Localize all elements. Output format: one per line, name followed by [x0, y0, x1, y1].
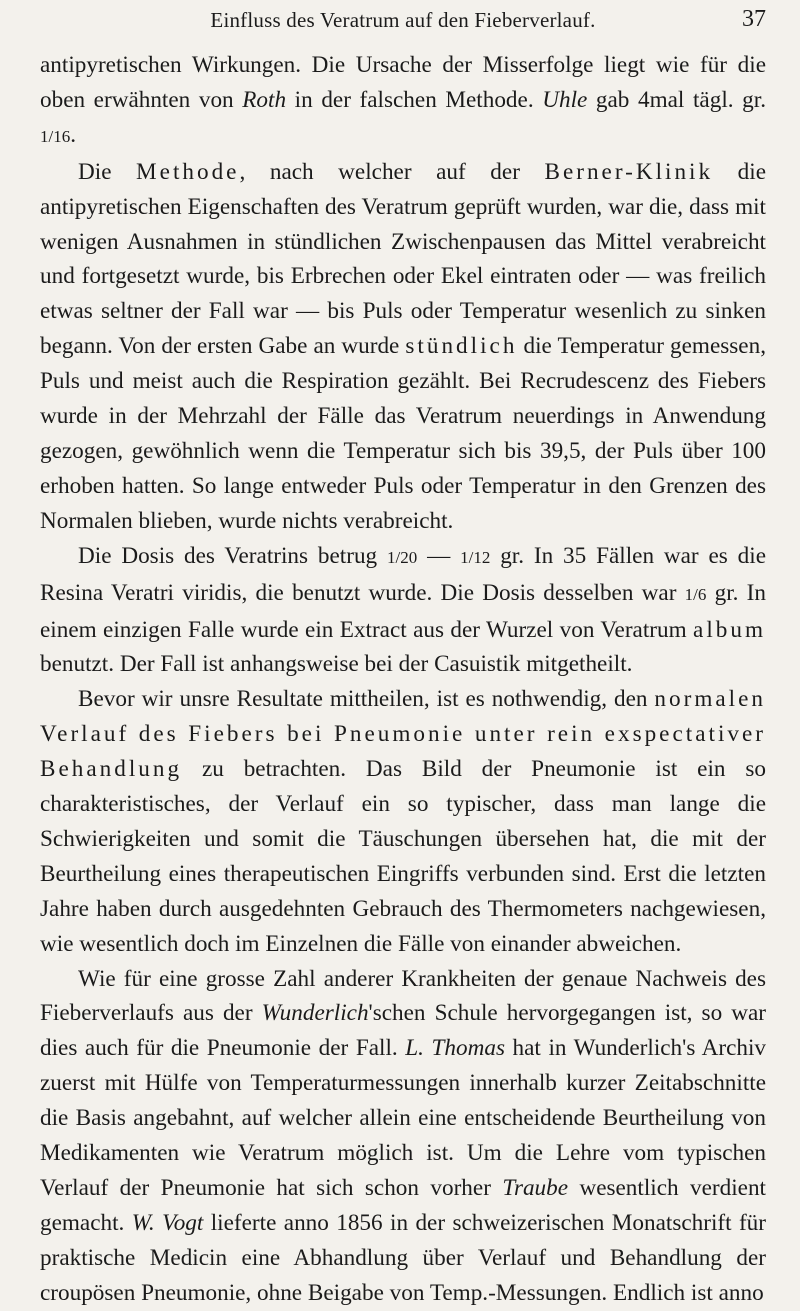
text-run: — [417, 542, 461, 569]
body-text [40, 48, 766, 1311]
running-title: Einfluss des Veratrum auf den Fieberverlauf. [210, 8, 596, 32]
paragraph [40, 682, 766, 961]
paragraph [40, 962, 766, 1311]
italic-name: Wunderlich [261, 1000, 369, 1027]
italic-name: W. Vogt [131, 1209, 204, 1236]
fraction: 1/12 [460, 547, 491, 567]
fraction: 1/16 [40, 126, 71, 146]
italic-name: Traube [502, 1175, 569, 1201]
text-run: antipyretischen Wirkungen. Die Ursache der Misserfolge liegt wie für die oben erwähnten von [40, 52, 766, 113]
text-run: lieferte anno 1856 in der schweizerischen Monatschrift für praktische Medicin eine Abhandlung über Verlauf und Behandlung der croupösen Pneumonie, ohne Beigabe von Temp.-Messungen. Endlich ist anno [40, 1209, 766, 1306]
spaced-emphasis: album [693, 616, 766, 643]
text-run: die Temperatur gemessen, Puls und meist auch die Respiration gezählt. Bei Recrudescenz des Fiebers wurde in der Mehrzahl der Fälle das Veratrum neuerdings in Anwendung gezogen, gewöhnlich wenn die Temperatur sich bis 39,5, der Puls über 100 erhoben hatten. So lange entweder Puls oder Temperatur in den Grenzen des Normalen blieben, wurde nichts verabreicht. [40, 333, 766, 534]
text-run: in der falschen Methode. [286, 86, 543, 113]
spaced-emphasis: Methode [136, 158, 240, 185]
text-run: Die [78, 158, 137, 185]
text-run: Die Dosis des Veratrins betrug [78, 542, 387, 569]
text-run: hat in Wunderlich's Archiv zuerst mit Hülfe von Temperaturmessungen innerhalb kurzer Zeitabschnitte die Basis angebahnt, auf welcher allein eine entscheidende Beurtheilung von Medikamenten wie Veratrum möglich ist. Um die Lehre vom typischen Verlauf der Pneumonie hat sich schon vorher [40, 1035, 767, 1201]
italic-name: L. Thomas [405, 1035, 505, 1062]
text-run: Wie für eine grosse Zahl anderer Krankheiten der genaue Nachweis des Fieberverlaufs aus der [40, 965, 766, 1027]
text-run: , nach welcher auf der [239, 158, 545, 185]
spaced-emphasis: normalen Verlauf des Fiebers bei Pneumonie unter rein exspectativer Behandlung [40, 686, 766, 783]
text-run: benutzt. Der Fall ist anhangsweise bei der Casuistik mitgetheilt. [40, 651, 633, 678]
text-run: . [70, 121, 77, 148]
fraction: 1/20 [386, 547, 418, 567]
text-run: Bevor wir unsre Resultate mittheilen, ist es nothwendig, den [78, 686, 655, 713]
italic-name: Roth [242, 86, 287, 113]
text-run: gr. In einem einzigen Falle wurde ein Extract aus der Wurzel von Veratrum [40, 579, 766, 643]
page-number: 37 [742, 6, 766, 32]
text-run: gab 4mal tägl. gr. [587, 86, 766, 113]
fraction: 1/6 [684, 584, 707, 604]
text-run: wesentlich verdient gemacht. [40, 1175, 766, 1236]
spaced-emphasis: stündlich [405, 333, 518, 360]
paragraph [40, 539, 766, 683]
running-head [40, 4, 766, 40]
spaced-emphasis: Berner-Klinik [544, 158, 714, 185]
text-run: die antipyretischen Eigenschaften des Veratrum geprüft wurden, war die, dass mit wenigen Ausnahmen in stündlichen Zwischenpausen das Mittel verabreicht und fortgesetzt wurde, bis Erbrechen oder Ekel eintraten oder — was freilich etwas seltner der Fall war — bis Puls oder Temperatur wesenlich zu sinken begann. Von der ersten Gabe an wurde [40, 158, 766, 360]
paragraph [40, 48, 766, 155]
text-run: gr. In 35 Fällen war es die Resina Veratri viridis, die benutzt wurde. Die Dosis desselben war [40, 542, 766, 606]
paragraph [40, 155, 766, 539]
text-run: 'schen Schule hervorgegangen ist, so war dies auch für die Pneumonie der Fall. [40, 1000, 766, 1062]
italic-name: Uhle [542, 86, 588, 113]
text-run: zu betrachten. Das Bild der Pneumonie ist ein so charakteristisches, der Verlauf ein so typischer, dass man lange die Schwierigkeiten und somit die Täuschungen übersehen hat, die mit der Beurtheilung eines therapeutischen Eingriffs verbunden sind. Erst die letzten Jahre haben durch ausgedehnten Gebrauch des Thermometers nachgewiesen, wie wesentlich doch im Einzelnen die Fälle von einander abweichen. [40, 756, 766, 957]
